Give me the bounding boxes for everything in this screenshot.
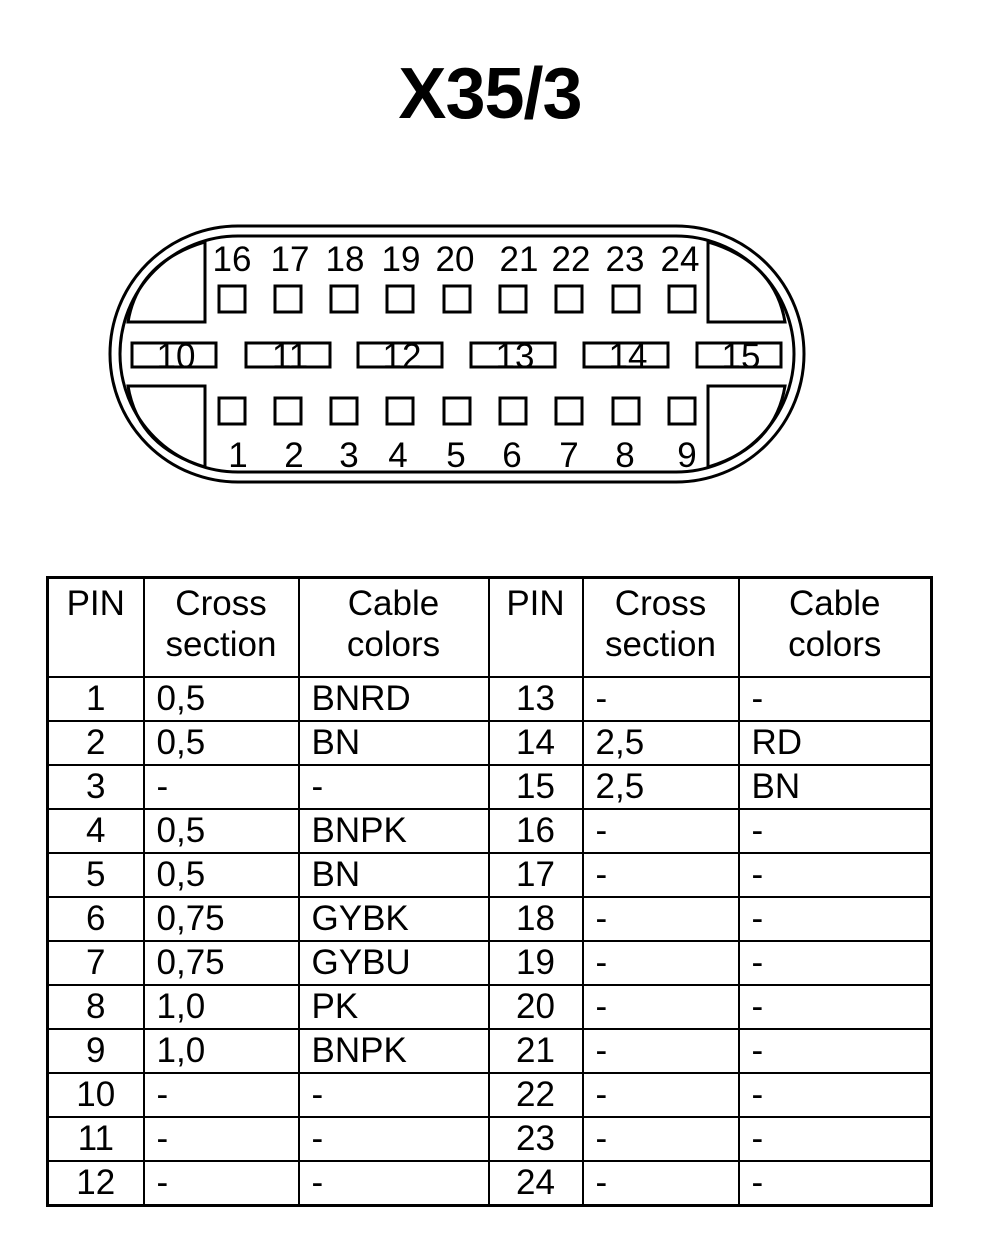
- cable-color-cell: -: [299, 1117, 489, 1161]
- table-row: [48, 721, 932, 765]
- pin-contact-24: [669, 286, 695, 312]
- pin-cell: 3: [48, 765, 144, 809]
- pin-cell: 15: [489, 765, 583, 809]
- cross-section-cell: -: [583, 1117, 739, 1161]
- header-pin-left: [48, 578, 144, 678]
- pin-cell: 18: [489, 897, 583, 941]
- cross-section-cell: -: [583, 677, 739, 721]
- cable-color-cell: BN: [739, 765, 932, 809]
- cable-color-cell: -: [739, 1161, 932, 1206]
- pin-label-1: 1: [228, 436, 248, 475]
- pin-cell: 24: [489, 1161, 583, 1206]
- pin-cell: 19: [489, 941, 583, 985]
- pin-label-16: 16: [212, 240, 252, 279]
- table-row: [48, 1117, 932, 1161]
- pin-contact-16: [219, 286, 245, 312]
- pin-label-6: 6: [502, 436, 522, 475]
- cross-section-cell: -: [583, 985, 739, 1029]
- table-row: [48, 1073, 932, 1117]
- cable-color-cell: PK: [299, 985, 489, 1029]
- pin-label-3: 3: [339, 436, 359, 475]
- pin-cell: 6: [48, 897, 144, 941]
- pin-cell: 14: [489, 721, 583, 765]
- table-row: [48, 1029, 932, 1073]
- cable-color-cell: -: [739, 941, 932, 985]
- pin-label-15: 15: [721, 337, 761, 376]
- header-cable-colors-left: [299, 578, 489, 678]
- pin-contact-20: [444, 286, 470, 312]
- pin-cell: 4: [48, 809, 144, 853]
- pin-contact-18: [331, 286, 357, 312]
- table-header-row: [48, 578, 932, 678]
- key-bottom-right: [708, 386, 785, 467]
- pin-contact-9: [669, 398, 695, 424]
- pin-label-13: 13: [495, 337, 535, 376]
- table-row: [48, 941, 932, 985]
- pin-contact-2: [275, 398, 301, 424]
- pin-contact-6: [500, 398, 526, 424]
- cross-section-cell: -: [583, 1029, 739, 1073]
- table-row: [48, 1161, 932, 1206]
- cable-color-cell: -: [299, 1073, 489, 1117]
- cable-color-cell: GYBU: [299, 941, 489, 985]
- pin-cell: 20: [489, 985, 583, 1029]
- pin-cell: 5: [48, 853, 144, 897]
- pin-cell: 7: [48, 941, 144, 985]
- header-pin-right: [489, 578, 583, 678]
- cross-section-cell: -: [144, 765, 299, 809]
- pin-cell: 17: [489, 853, 583, 897]
- cable-color-cell: BNPK: [299, 809, 489, 853]
- cable-color-cell: -: [739, 985, 932, 1029]
- cross-section-cell: -: [583, 853, 739, 897]
- pin-label-20: 20: [435, 240, 475, 279]
- pin-cell: 22: [489, 1073, 583, 1117]
- pin-label-5: 5: [446, 436, 466, 475]
- pin-cell: 8: [48, 985, 144, 1029]
- header-text-line2: section: [605, 625, 716, 664]
- header-text-line2: colors: [788, 625, 882, 664]
- cross-section-cell: -: [583, 809, 739, 853]
- cable-color-cell: -: [739, 897, 932, 941]
- pin-assignment-table: [46, 576, 933, 1207]
- cable-color-cell: -: [739, 1073, 932, 1117]
- cross-section-cell: 0,75: [144, 941, 299, 985]
- header-text-line1: PIN: [66, 584, 125, 623]
- cross-section-cell: -: [583, 941, 739, 985]
- pin-label-10: 10: [156, 337, 196, 376]
- table-row: [48, 809, 932, 853]
- pin-cell: 9: [48, 1029, 144, 1073]
- cross-section-cell: -: [583, 897, 739, 941]
- pin-contact-3: [331, 398, 357, 424]
- table-row: [48, 677, 932, 721]
- header-text-line1: Cross: [175, 584, 267, 623]
- pin-contact-4: [387, 398, 413, 424]
- cable-color-cell: GYBK: [299, 897, 489, 941]
- connector-diagram: [0, 0, 1008, 520]
- cross-section-cell: 2,5: [583, 721, 739, 765]
- pin-cell: 12: [48, 1161, 144, 1206]
- cross-section-cell: 1,0: [144, 985, 299, 1029]
- pin-contact-7: [556, 398, 582, 424]
- pin-contact-17: [275, 286, 301, 312]
- pin-label-12: 12: [382, 337, 422, 376]
- pin-cell: 16: [489, 809, 583, 853]
- header-text-line2: colors: [346, 625, 441, 664]
- key-top-right: [708, 242, 785, 322]
- table-row: [48, 897, 932, 941]
- pin-label-7: 7: [559, 436, 579, 475]
- pin-contact-23: [613, 286, 639, 312]
- pin-contact-22: [556, 286, 582, 312]
- table-row: [48, 853, 932, 897]
- cable-color-cell: RD: [739, 721, 932, 765]
- key-bottom-left: [128, 386, 205, 467]
- header-text-line1: PIN: [506, 584, 565, 623]
- pin-label-24: 24: [660, 240, 700, 279]
- pin-label-8: 8: [615, 436, 635, 475]
- header-text-line1: Cross: [614, 584, 707, 623]
- table-row: [48, 985, 932, 1029]
- pin-cell: 21: [489, 1029, 583, 1073]
- cable-color-cell: -: [739, 853, 932, 897]
- key-top-left: [128, 242, 205, 322]
- pin-label-9: 9: [677, 436, 697, 475]
- cross-section-cell: 0,5: [144, 853, 299, 897]
- pin-label-14: 14: [608, 337, 648, 376]
- cross-section-cell: 0,5: [144, 677, 299, 721]
- pin-contact-5: [444, 398, 470, 424]
- pin-label-23: 23: [605, 240, 645, 279]
- pin-cell: 10: [48, 1073, 144, 1117]
- header-cable-colors-right: [739, 578, 932, 678]
- pin-cell: 11: [48, 1117, 144, 1161]
- pin-cell: 13: [489, 677, 583, 721]
- pin-label-17: 17: [270, 240, 310, 279]
- pin-label-18: 18: [325, 240, 365, 279]
- pin-label-4: 4: [388, 436, 408, 475]
- cross-section-cell: -: [144, 1073, 299, 1117]
- header-text-line1: Cable: [347, 584, 440, 623]
- cable-color-cell: BNRD: [299, 677, 489, 721]
- cable-color-cell: -: [739, 1029, 932, 1073]
- pin-label-21: 21: [499, 240, 539, 279]
- cable-color-cell: BN: [299, 853, 489, 897]
- pin-label-22: 22: [551, 240, 591, 279]
- cross-section-cell: -: [144, 1117, 299, 1161]
- header-text-line1: Cable: [789, 584, 881, 623]
- cross-section-cell: 1,0: [144, 1029, 299, 1073]
- cable-color-cell: -: [739, 677, 932, 721]
- header-cross-section-left: [144, 578, 299, 678]
- cross-section-cell: -: [583, 1073, 739, 1117]
- pin-contact-8: [613, 398, 639, 424]
- cable-color-cell: -: [299, 765, 489, 809]
- pin-cell: 1: [48, 677, 144, 721]
- cable-color-cell: BN: [299, 721, 489, 765]
- pin-contact-19: [387, 286, 413, 312]
- cross-section-cell: 0,5: [144, 721, 299, 765]
- pin-label-19: 19: [381, 240, 421, 279]
- cable-color-cell: -: [739, 1117, 932, 1161]
- pin-label-2: 2: [284, 436, 304, 475]
- header-cross-section-right: [583, 578, 739, 678]
- cross-section-cell: 0,5: [144, 809, 299, 853]
- cable-color-cell: -: [739, 809, 932, 853]
- pin-contact-21: [500, 286, 526, 312]
- cross-section-cell: 2,5: [583, 765, 739, 809]
- pin-cell: 2: [48, 721, 144, 765]
- cross-section-cell: -: [583, 1161, 739, 1206]
- pin-cell: 23: [489, 1117, 583, 1161]
- pin-label-11: 11: [271, 337, 309, 376]
- header-text-line2: section: [165, 625, 277, 664]
- cross-section-cell: -: [144, 1161, 299, 1206]
- diagram-title: X35/3: [398, 54, 582, 134]
- cross-section-cell: 0,75: [144, 897, 299, 941]
- pin-contact-1: [219, 398, 245, 424]
- table-row: [48, 765, 932, 809]
- cable-color-cell: BNPK: [299, 1029, 489, 1073]
- cable-color-cell: -: [299, 1161, 489, 1206]
